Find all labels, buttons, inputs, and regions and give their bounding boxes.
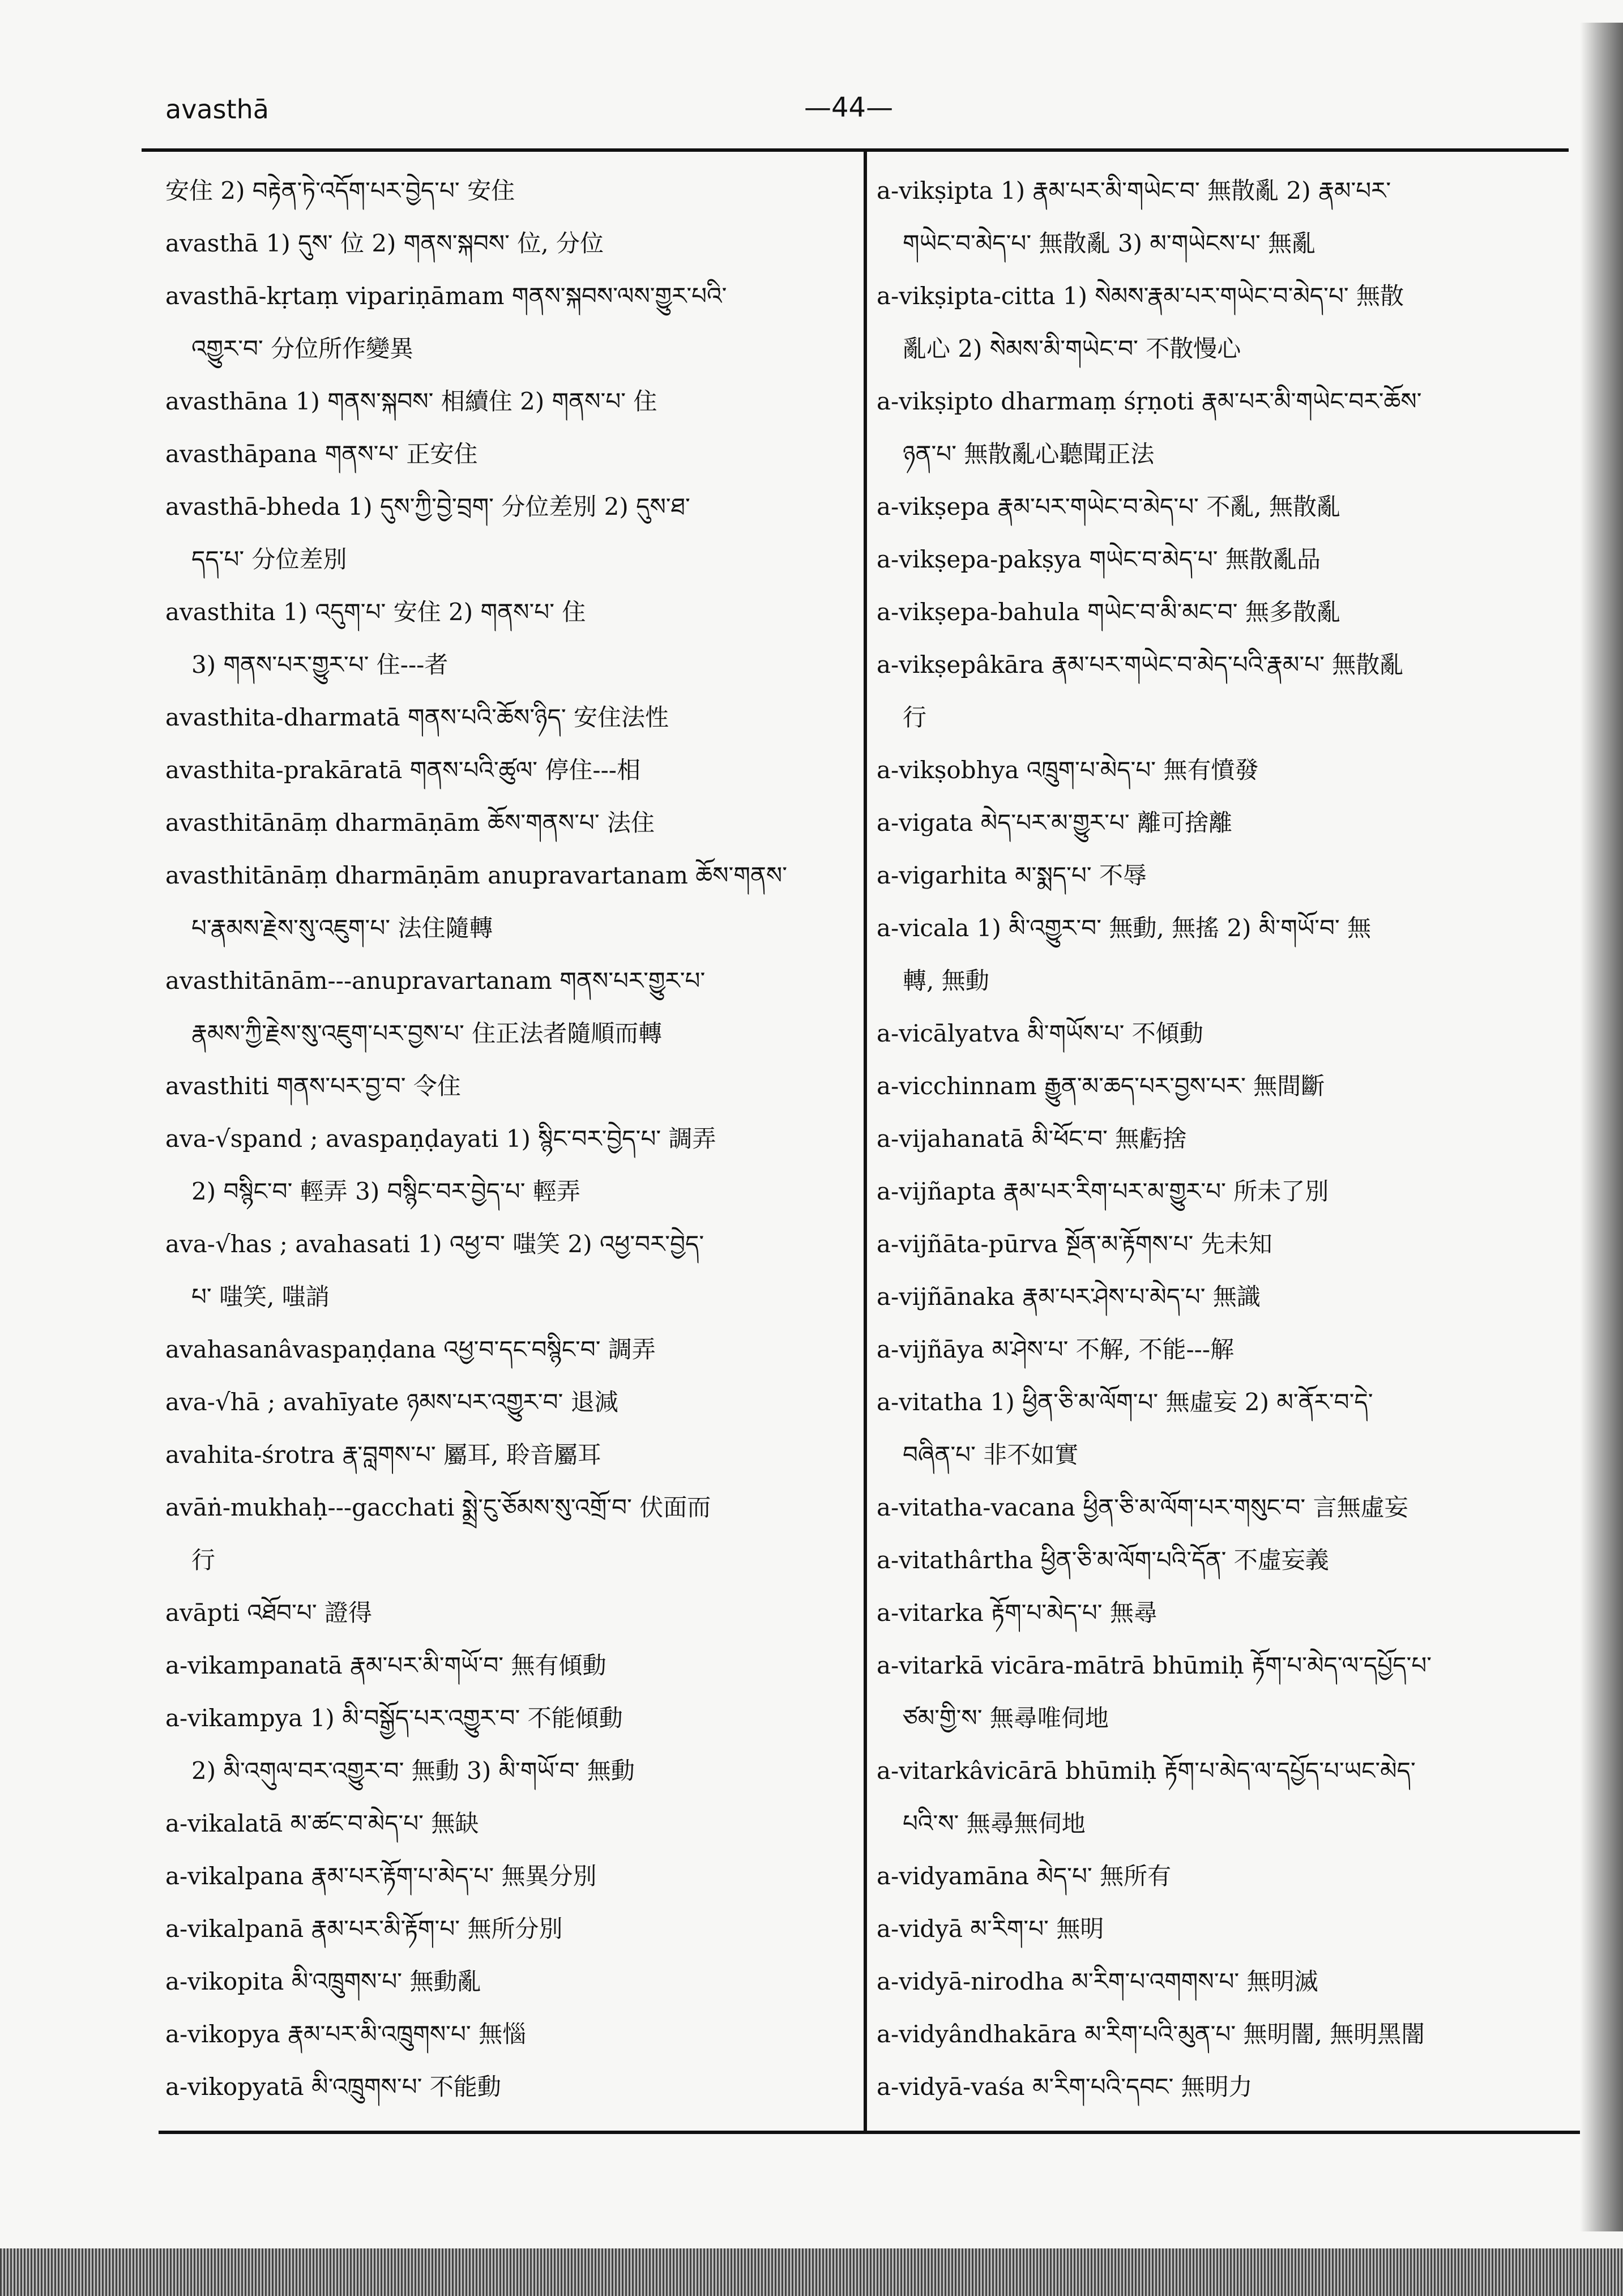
- dictionary-entry: a-vidyā མ་རིག་པ་ 無明: [877, 1915, 1104, 1943]
- dictionary-entry: avasthā-bheda 1) དུས་ཀྱི་བྱེ་བྲག་ 分位差別 2) དུས་ཐ་: [165, 493, 690, 520]
- right-column: [877, 164, 1573, 2113]
- dictionary-entry: a-vitathârtha ཕྱིན་ཅི་མ་ལོག་པའི་དོན་ 不虛妄義: [877, 1546, 1329, 1574]
- dictionary-entry: a-vicālyatva མི་གཡོས་པ་ 不傾動: [877, 1019, 1203, 1047]
- dictionary-entry: ava-√has ; avahasati 1) འཕྱ་བ་ 嗤笑 2) འཕྱ་བར་བྱེད་: [165, 1230, 704, 1258]
- entry-continuation: 亂心 2) སེམས་མི་གཡེང་བ་ 不散慢心: [903, 335, 1241, 362]
- dictionary-entry: avasthiti གནས་པར་བྱ་བ་ 令住: [165, 1072, 461, 1100]
- dictionary-entry: a-vitarkā vicāra-mātrā bhūmiḥ རྟོག་པ་མེད་ལ་དཔྱོད་པ་: [877, 1651, 1432, 1679]
- running-head-term: avasthā: [165, 94, 269, 125]
- dictionary-entry: 安住 2) བརྟེན་ཏེ་འདོག་པར་བྱེད་པ་ 安住: [165, 177, 515, 204]
- left-column: [165, 164, 851, 2113]
- dictionary-entry: a-vijñāta-pūrva སྔོན་མ་རྟོགས་པ་ 先未知: [877, 1230, 1272, 1258]
- page-number: —44—: [804, 92, 894, 123]
- dictionary-entry: a-vikṣepa-bahula གཡེང་བ་མི་མང་བ་ 無多散亂: [877, 598, 1340, 626]
- dictionary-entry: a-vijñapta རྣམ་པར་རིག་པར་མ་གྱུར་པ་ 所未了別: [877, 1177, 1329, 1205]
- entry-continuation: འགྱུར་བ་ 分位所作變異: [191, 335, 414, 362]
- dictionary-entry: avahasanâvaspaṇḍana འཕྱ་བ་དང་བསྙིང་བ་ 調弄: [165, 1335, 656, 1363]
- dictionary-entry: a-vidyamāna མེད་པ་ 無所有: [877, 1862, 1172, 1890]
- entry-continuation: 行: [903, 703, 927, 731]
- entry-continuation: 2) མི་འགུལ་བར་འགྱུར་བ་ 無動 3) མི་གཡོ་བ་ 無動: [191, 1757, 635, 1785]
- dictionary-entry: avasthāna 1) གནས་སྐབས་ 相續住 2) གནས་པ་ 住: [165, 387, 657, 415]
- dictionary-entry: a-vikṣepa རྣམ་པར་གཡེང་བ་མེད་པ་ 不亂, 無散亂: [877, 493, 1340, 520]
- dictionary-entry: a-vijñānaka རྣམ་པར་ཤེས་པ་མེད་པ་ 無識: [877, 1283, 1261, 1311]
- entry-continuation: བཞིན་པ་ 非不如實: [903, 1441, 1079, 1469]
- dictionary-entry: a-vigata མེད་པར་མ་གྱུར་པ་ 離可捨離: [877, 809, 1233, 837]
- dictionary-entry: a-vidyā-nirodha མ་རིག་པ་འགགས་པ་ 無明滅: [877, 1968, 1318, 1995]
- dictionary-entry: a-vikopita མི་འཁྲུགས་པ་ 無動亂: [165, 1968, 481, 1995]
- dictionary-entry: a-vikampanatā རྣམ་པར་མི་གཡོ་བ་ 無有傾動: [165, 1651, 607, 1679]
- scan-bottom-border: [0, 2248, 1623, 2296]
- dictionary-entry: a-vitatha-vacana ཕྱིན་ཅི་མ་ལོག་པར་གསུང་བ་ 言無虛妄: [877, 1493, 1408, 1521]
- dictionary-entry: a-vikalpana རྣམ་པར་རྟོག་པ་མེད་པ་ 無異分別: [165, 1862, 597, 1890]
- entry-continuation: 3) གནས་པར་གྱུར་པ་ 住---者: [191, 651, 449, 678]
- dictionary-entry: avasthitānāṃ dharmāṇām anupravartanam ཆོས་གནས་: [165, 861, 788, 889]
- bottom-rule: [159, 2131, 1580, 2134]
- entry-continuation: པ་རྣམས་རྗེས་སུ་འཇུག་པ་ 法住隨轉: [191, 914, 493, 942]
- column-divider: [864, 148, 867, 2131]
- dictionary-entry: avasthitānāṃ dharmāṇām ཆོས་གནས་པ་ 法住: [165, 809, 655, 837]
- dictionary-entry: a-vikṣobhya འཁྲུག་པ་མེད་པ་ 無有憤發: [877, 756, 1259, 784]
- dictionary-entry: a-vikṣepâkāra རྣམ་པར་གཡེང་བ་མེད་པའི་རྣམ་པ་ 無散亂: [877, 651, 1404, 678]
- entry-continuation: 轉, 無動: [903, 967, 989, 995]
- dictionary-entry: a-vikṣipta-citta 1) སེམས་རྣམ་པར་གཡེང་བ་མེད་པ་ 無散: [877, 282, 1404, 310]
- entry-continuation: པའི་ས་ 無尋無伺地: [903, 1810, 1086, 1837]
- dictionary-entry: avāṅ-mukhaḥ---gacchati སྨྲེ་ངུ་ཅོམས་སུ་འགྲོ་བ་ 伏面而: [165, 1493, 711, 1521]
- dictionary-entry: a-vikṣepa-pakṣya གཡེང་བ་མེད་པ་ 無散亂品: [877, 545, 1321, 573]
- dictionary-entry: a-vikalpanā རྣམ་པར་མི་རྟོག་པ་ 無所分別: [165, 1915, 563, 1943]
- dictionary-entry: avahita-śrotra རྣ་བླགས་པ་ 屬耳, 聆音屬耳: [165, 1441, 601, 1469]
- dictionary-entry: a-vijahanatā མི་ཕོང་བ་ 無虧捨: [877, 1125, 1187, 1153]
- entry-continuation: 2) བསྙིང་བ་ 輕弄 3) བསྙིང་བར་བྱེད་པ་ 輕弄: [191, 1177, 580, 1205]
- dictionary-entry: a-vitatha 1) ཕྱིན་ཅི་མ་ལོག་པ་ 無虛妄 2) མ་ནོར་བ་དེ་: [877, 1388, 1373, 1416]
- top-rule: [142, 148, 1569, 152]
- entry-continuation: ཉན་པ་ 無散亂心聽聞正法: [903, 440, 1155, 468]
- dictionary-entry: a-vijñāya མ་ཤེས་པ་ 不解, 不能---解: [877, 1335, 1235, 1363]
- dictionary-entry: a-vikṣipta 1) རྣམ་པར་མི་གཡེང་བ་ 無散亂 2) རྣམ་པར་: [877, 177, 1391, 204]
- dictionary-entry: avasthita-dharmatā གནས་པའི་ཆོས་ཉིད་ 安住法性: [165, 703, 669, 731]
- dictionary-entry: a-vicala 1) མི་འགྱུར་བ་ 無動, 無搖 2) མི་གཡོ་བ་ 無: [877, 914, 1372, 942]
- dictionary-entry: a-vikalatā མ་ཚང་བ་མེད་པ་ 無缺: [165, 1810, 479, 1837]
- scan-edge-shadow: [1580, 23, 1623, 2231]
- dictionary-entry: ava-√spand ; avaspaṇḍayati 1) སྙིང་བར་བྱེད་པ་ 調弄: [165, 1125, 716, 1153]
- dictionary-entry: a-vitarka རྟོག་པ་མེད་པ་ 無尋: [877, 1599, 1158, 1627]
- dictionary-entry: a-vicchinnam རྒྱུན་མ་ཆད་པར་བྱས་པར་ 無間斷: [877, 1072, 1325, 1100]
- dictionary-entry: avasthita 1) འདུག་པ་ 安住 2) གནས་པ་ 住: [165, 598, 586, 626]
- entry-continuation: པ་ 嗤笑, 嗤誚: [191, 1283, 330, 1311]
- dictionary-entry: a-vitarkâvicārā bhūmiḥ རྟོག་པ་མེད་ལ་དཔྱོད་པ་ཡང་མེད་: [877, 1757, 1416, 1785]
- dictionary-entry: avasthāpana གནས་པ་ 正安住: [165, 440, 478, 468]
- dictionary-entry: avasthā 1) དུས་ 位 2) གནས་སྐབས་ 位, 分位: [165, 229, 604, 257]
- entry-continuation: 行: [191, 1546, 216, 1574]
- dictionary-entry: avasthitānām---anupravartanam གནས་པར་གྱུར་པ་: [165, 967, 706, 995]
- dictionary-entry: a-vidyā-vaśa མ་རིག་པའི་དབང་ 無明力: [877, 2073, 1253, 2101]
- entry-continuation: དད་པ་ 分位差別: [191, 545, 347, 573]
- dictionary-entry: avāpti འཐོབ་པ་ 證得: [165, 1599, 373, 1627]
- dictionary-entry: a-vigarhita མ་སྨད་པ་ 不辱: [877, 861, 1147, 889]
- dictionary-entry: a-vikopyatā མི་འཁྲུགས་པ་ 不能動: [165, 2073, 501, 2101]
- dictionary-entry: a-vidyândhakāra མ་རིག་པའི་མུན་པ་ 無明闇, 無明黑闇: [877, 2020, 1425, 2048]
- dictionary-entry: ava-√hā ; avahīyate ཉམས་པར་འགྱུར་བ་ 退減: [165, 1388, 618, 1416]
- dictionary-entry: a-vikampya 1) མི་བསྒྱོད་པར་འགྱུར་བ་ 不能傾動: [165, 1704, 623, 1732]
- dictionary-entry: avasthita-prakāratā གནས་པའི་ཚུལ་ 停住---相: [165, 756, 640, 784]
- dictionary-entry: a-vikopya རྣམ་པར་མི་འཁྲུགས་པ་ 無惱: [165, 2020, 527, 2048]
- entry-continuation: ཙམ་གྱི་ས་ 無尋唯伺地: [903, 1704, 1109, 1732]
- entry-continuation: རྣམས་ཀྱི་རྗེས་སུ་འཇུག་པར་བྱས་པ་ 住正法者隨順而轉: [191, 1019, 663, 1047]
- entry-continuation: གཡེང་བ་མེད་པ་ 無散亂 3) མ་གཡེངས་པ་ 無亂: [903, 229, 1316, 257]
- dictionary-entry: a-vikṣipto dharmaṃ śṛṇoti རྣམ་པར་མི་གཡེང་བར་ཆོས་: [877, 387, 1422, 415]
- dictionary-entry: avasthā-kṛtaṃ vipariṇāmam གནས་སྐབས་ལས་གྱུར་པའི་: [165, 282, 727, 310]
